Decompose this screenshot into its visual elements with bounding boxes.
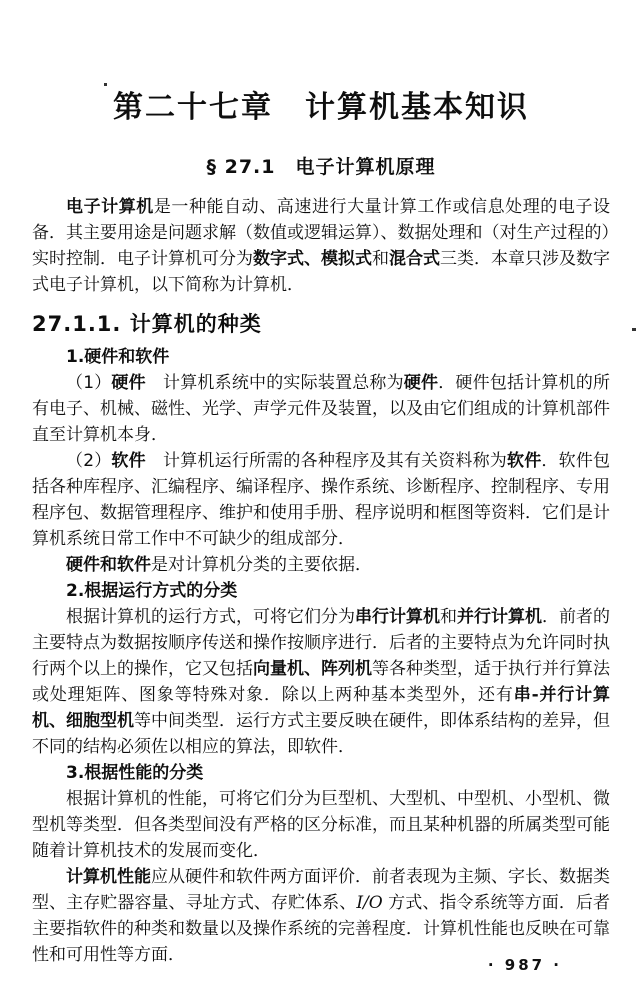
- scan-speck: [632, 328, 636, 331]
- subsection-heading: 27.1.1. 计算机的种类: [32, 312, 262, 336]
- section-title: § 27.1 电子计算机原理: [206, 156, 436, 178]
- text-segment: 和: [372, 249, 389, 269]
- text-segment: 和: [440, 607, 457, 627]
- text-segment: 串-并行计算机、细胞型机: [32, 685, 610, 731]
- text-segment: 等各种类型，适于执行并行算法或处理矩阵、图象等特殊对象．除以上两种基本类型外，还有: [32, 659, 610, 705]
- paragraph-hardware: [32, 370, 610, 448]
- subhead-hardware-software: 1.硬件和软件: [66, 347, 170, 367]
- paragraph-classification-basis: [32, 552, 610, 578]
- text-segment: 计算机性能: [66, 867, 151, 887]
- text-segment: I/O: [356, 893, 383, 913]
- paragraph-intro: [32, 194, 610, 298]
- text-segment: 硬件和软件: [66, 555, 151, 575]
- text-segment: 硬件: [403, 373, 439, 393]
- text-segment: ．前者的主要特点为数据按顺序传送和操作按顺序进行．后者的主要特点为允许同时执行两个以上的操作，它又包括: [32, 607, 610, 679]
- text-segment: 计算机运行所需的各种程序及其有关资料称为: [145, 451, 508, 471]
- paragraph-software: [32, 448, 610, 552]
- text-segment: 电子计算机: [66, 197, 154, 217]
- subhead-performance: 3.根据性能的分类: [66, 763, 204, 783]
- text-segment: ．硬件包括计算机的所有电子、机械、磁性、光学、声学元件及装置，以及由它们组成的计算机部件直至计算机本身．: [32, 373, 611, 445]
- text-segment: 并行计算机: [457, 607, 542, 627]
- text-segment: 方式、指令系统等方面．后者主要指软件的种类和数量以及操作系统的完善程度．计算机性能也反映在可靠性和可用性等方面．: [32, 893, 611, 965]
- page-number: · 987 ·: [487, 956, 562, 974]
- subhead-run-mode: 2.根据运行方式的分类: [66, 581, 238, 601]
- text-segment: 三类．本章只涉及数字式电子计算机，以下简称为计算机．: [32, 249, 610, 295]
- text-segment: 串行计算机: [355, 607, 440, 627]
- text-segment: 硬件: [111, 373, 146, 393]
- text-segment: 是对计算机分类的主要依据．: [151, 555, 372, 575]
- paragraph-run-mode: [32, 604, 610, 760]
- text-segment: 数字式、模拟式: [253, 249, 372, 269]
- text-segment: （2）: [66, 451, 112, 471]
- text-segment: 等中间类型．运行方式主要反映在硬件，即体系结构的差异，但不同的结构必须佐以相应的算法，即软件．: [32, 711, 610, 757]
- text-segment: 软件: [507, 451, 542, 471]
- text-segment: ．软件包括各种库程序、汇编程序、编译程序、操作系统、诊断程序、控制程序、专用程序包、数据管理程序、维护和使用手册、程序说明和框图等资料．它们是计算机系统日常工作中不可缺少的组成部分．: [32, 451, 611, 549]
- text-segment: 应从硬件和软件两方面评价．前者表现为主频、字长、数据类型、主存贮器容量、寻址方式、存贮体系、: [32, 867, 610, 913]
- paragraph-performance-evaluation: [32, 864, 610, 968]
- text-segment: 计算机系统中的实际装置总称为: [145, 373, 404, 393]
- text-segment: 是一种能自动、高速进行大量计算工作或信息处理的电子设备．其主要用途是问题求解（数值或逻辑运算）、数据处理和（对生产过程的）实时控制．电子计算机可分为: [32, 197, 611, 269]
- paragraph-performance-types: [32, 786, 610, 864]
- text-segment: 根据计算机的性能，可将它们分为巨型机、大型机、中型机、小型机、微型机等类型．但各类型间没有严格的区分标准，而且某种机器的所属类型可能随着计算机技术的发展而变化．: [32, 789, 610, 861]
- text-segment: 向量机、阵列机: [253, 659, 372, 679]
- text-segment: 混合式: [389, 249, 440, 269]
- scan-speck: [104, 83, 107, 86]
- text-segment: 根据计算机的运行方式，可将它们分为: [66, 607, 355, 627]
- chapter-title: 第二十七章 计算机基本知识: [113, 90, 529, 125]
- text-segment: 软件: [111, 451, 146, 471]
- text-segment: （1）: [66, 373, 112, 393]
